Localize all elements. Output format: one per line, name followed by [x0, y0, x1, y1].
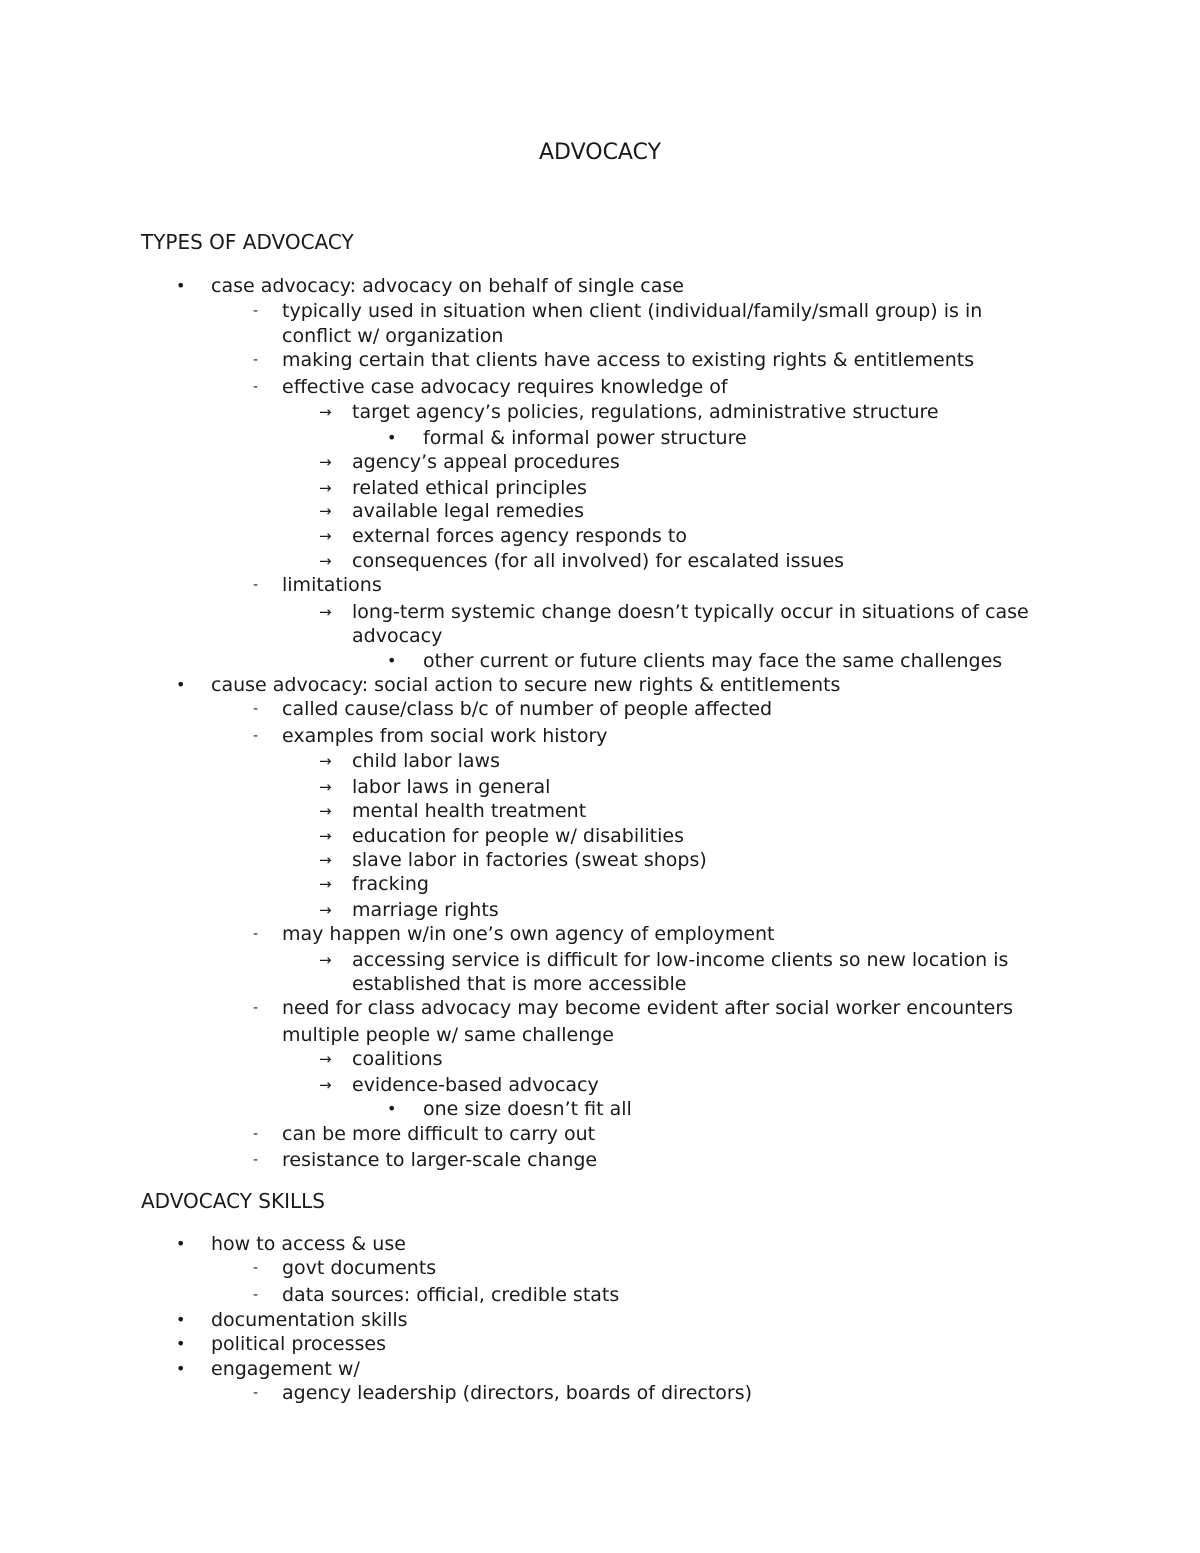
arrow-marker-icon: →	[319, 778, 332, 796]
dash-marker-icon: -	[253, 379, 259, 395]
list-item: evidence-based advocacy	[352, 1074, 599, 1096]
list-item: typically used in situation when client (individual/family/small group) is in	[282, 300, 983, 322]
list-item: one size doesn’t fit all	[423, 1098, 632, 1120]
arrow-marker-icon: →	[319, 901, 332, 919]
section-heading-types: TYPES OF ADVOCACY	[141, 230, 354, 254]
list-item: case advocacy: advocacy on behalf of single case	[211, 275, 684, 297]
list-item: available legal remedies	[352, 500, 584, 522]
list-item: called cause/class b/c of number of people affected	[282, 698, 773, 720]
dash-marker-icon: -	[253, 1260, 259, 1276]
list-item: child labor laws	[352, 750, 500, 772]
list-item: formal & informal power structure	[423, 427, 747, 449]
arrow-marker-icon: →	[319, 875, 332, 893]
dash-marker-icon: -	[253, 701, 259, 717]
list-item: conflict w/ organization	[282, 325, 504, 347]
list-item: other current or future clients may face the same challenges	[423, 650, 1003, 672]
list-item: multiple people w/ same challenge	[282, 1024, 614, 1046]
list-item: external forces agency responds to	[352, 525, 687, 547]
bullet-marker-icon: •	[176, 276, 186, 295]
arrow-marker-icon: →	[319, 603, 332, 621]
list-item: govt documents	[282, 1257, 437, 1279]
list-item: agency’s appeal procedures	[352, 451, 620, 473]
arrow-marker-icon: →	[319, 851, 332, 869]
bullet-marker-icon: •	[176, 1234, 186, 1253]
list-item: resistance to larger-scale change	[282, 1149, 598, 1171]
section-heading-skills: ADVOCACY SKILLS	[141, 1189, 325, 1213]
dash-marker-icon: -	[253, 577, 259, 593]
list-item: consequences (for all involved) for escalated issues	[352, 550, 845, 572]
list-item: can be more difficult to carry out	[282, 1123, 596, 1145]
list-item: education for people w/ disabilities	[352, 825, 684, 847]
bullet-marker-icon: •	[176, 1359, 186, 1378]
list-item: related ethical principles	[352, 477, 587, 499]
dash-marker-icon: -	[253, 926, 259, 942]
list-item: examples from social work history	[282, 725, 608, 747]
bullet-marker-icon: •	[176, 675, 186, 694]
list-item: long-term systemic change doesn’t typically occur in situations of case	[352, 601, 1029, 623]
dash-marker-icon: -	[253, 728, 259, 744]
page-title: ADVOCACY	[538, 140, 662, 165]
dash-marker-icon: -	[253, 1152, 259, 1168]
arrow-marker-icon: →	[319, 802, 332, 820]
list-item: accessing service is difficult for low-income clients so new location is	[352, 949, 1009, 971]
arrow-marker-icon: →	[319, 403, 332, 421]
arrow-marker-icon: →	[319, 502, 332, 520]
dash-marker-icon: -	[253, 303, 259, 319]
list-item: effective case advocacy requires knowledge of	[282, 376, 728, 398]
list-item: how to access & use	[211, 1233, 406, 1255]
arrow-marker-icon: →	[319, 527, 332, 545]
dash-marker-icon: -	[253, 1126, 259, 1142]
list-item: mental health treatment	[352, 800, 587, 822]
list-item: marriage rights	[352, 899, 499, 921]
list-item: limitations	[282, 574, 382, 596]
list-item: engagement w/	[211, 1358, 360, 1380]
arrow-marker-icon: →	[319, 1050, 332, 1068]
dash-marker-icon: -	[253, 1000, 259, 1016]
list-item: need for class advocacy may become evident after social worker encounters	[282, 997, 1014, 1019]
arrow-marker-icon: →	[319, 1076, 332, 1094]
bullet-marker-icon: •	[387, 428, 397, 447]
list-item: may happen w/in one’s own agency of employment	[282, 923, 775, 945]
dash-marker-icon: -	[253, 1385, 259, 1401]
arrow-marker-icon: →	[319, 479, 332, 497]
list-item: established that is more accessible	[352, 973, 687, 995]
list-item: cause advocacy: social action to secure new rights & entitlements	[211, 674, 841, 696]
arrow-marker-icon: →	[319, 453, 332, 471]
bullet-marker-icon: •	[387, 651, 397, 670]
list-item: coalitions	[352, 1048, 443, 1070]
bullet-marker-icon: •	[387, 1099, 397, 1118]
arrow-marker-icon: →	[319, 951, 332, 969]
dash-marker-icon: -	[253, 352, 259, 368]
list-item: making certain that clients have access to existing rights & entitlements	[282, 349, 975, 371]
list-item: labor laws in general	[352, 776, 551, 798]
bullet-marker-icon: •	[176, 1310, 186, 1329]
dash-marker-icon: -	[253, 1287, 259, 1303]
list-item: agency leadership (directors, boards of directors)	[282, 1382, 753, 1404]
list-item: slave labor in factories (sweat shops)	[352, 849, 707, 871]
arrow-marker-icon: →	[319, 827, 332, 845]
list-item: data sources: official, credible stats	[282, 1284, 620, 1306]
list-item: fracking	[352, 873, 429, 895]
arrow-marker-icon: →	[319, 752, 332, 770]
bullet-marker-icon: •	[176, 1334, 186, 1353]
arrow-marker-icon: →	[319, 552, 332, 570]
list-item: documentation skills	[211, 1309, 408, 1331]
list-item: political processes	[211, 1333, 386, 1355]
list-item: target agency’s policies, regulations, administrative structure	[352, 401, 939, 423]
list-item: advocacy	[352, 625, 443, 647]
